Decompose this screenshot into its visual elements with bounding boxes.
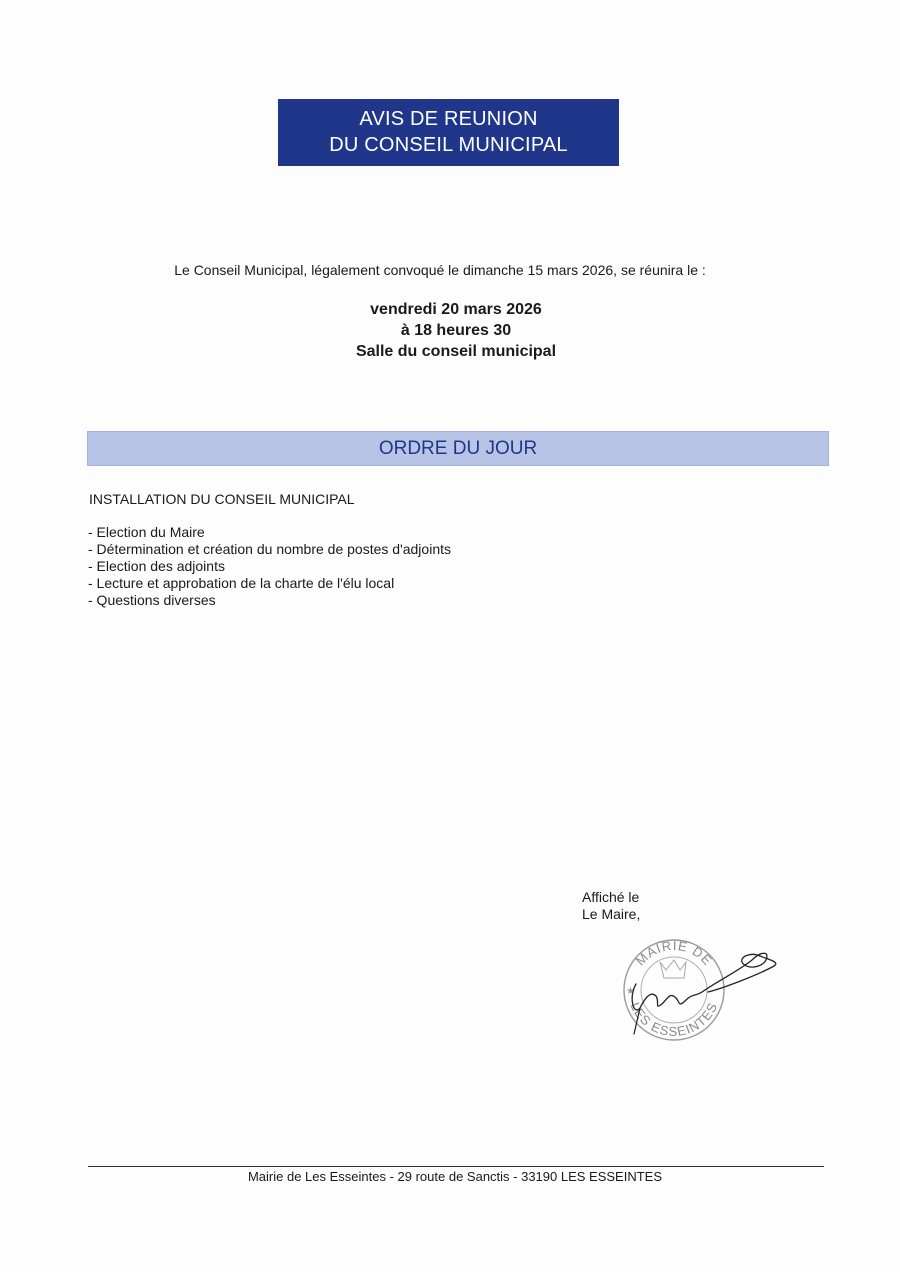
agenda-title-band: ORDRE DU JOUR <box>87 431 829 466</box>
agenda-item: - Détermination et création du nombre de postes d'adjoints <box>88 541 451 557</box>
agenda-item: - Election du Maire <box>88 524 205 540</box>
notice-title-line2: DU CONSEIL MUNICIPAL <box>329 134 568 156</box>
meeting-date: vendredi 20 mars 2026 <box>370 301 542 318</box>
seal-top-path: MAIRIE DE <box>632 938 716 969</box>
convocation-intro: Le Conseil Municipal, légalement convoqué le dimanche 15 mars 2026, se réunira le : <box>174 262 706 278</box>
footer-divider <box>88 1166 824 1167</box>
posting-block <box>582 889 640 923</box>
seal-bottom-path: LES ESSEINTES <box>627 999 721 1040</box>
seal-text-top <box>633 938 716 968</box>
agenda-item: - Questions diverses <box>88 592 216 608</box>
notice-title-box <box>278 99 619 166</box>
meeting-details <box>0 299 900 362</box>
posting-date-label: Affiché le <box>582 889 640 905</box>
agenda-section-heading: INSTALLATION DU CONSEIL MUNICIPAL <box>89 491 355 507</box>
agenda-item: - Election des adjoints <box>88 558 225 574</box>
meeting-time: à 18 heures 30 <box>400 322 512 339</box>
mayor-seal-signature <box>620 938 790 1042</box>
notice-title-line1: AVIS DE REUNION <box>359 108 538 130</box>
seal-emblem-icon <box>660 960 686 978</box>
agenda-item: - Lecture et approbation de la charte de l'élu local <box>88 575 395 591</box>
mayor-label: Le Maire, <box>582 906 641 922</box>
meeting-place: Salle du conseil municipal <box>355 343 557 360</box>
seal-inner-ring <box>641 957 707 1023</box>
agenda-list <box>88 524 451 609</box>
footer-address: Mairie de Les Esseintes - 29 route de Sanctis - 33190 LES ESSEINTES <box>247 1169 663 1184</box>
seal-star-icon: ★ <box>626 986 635 997</box>
